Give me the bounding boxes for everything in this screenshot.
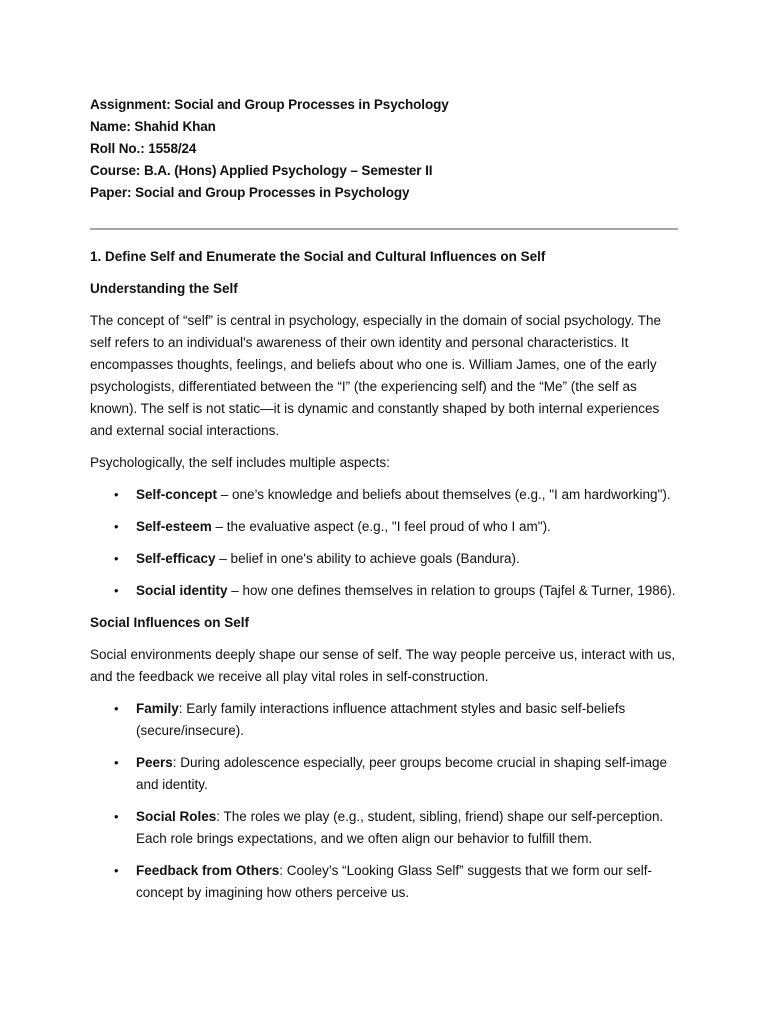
list-item-text: – belief in one's ability to achieve goals (Bandura).	[215, 551, 520, 566]
list-item	[90, 516, 678, 538]
list-item-term: Social Roles	[136, 809, 217, 824]
paragraph-social-environments: Social environments deeply shape our sense of self. The way people perceive us, interact with us, and the feedback we receive all play vital roles in self-construction.	[90, 647, 676, 684]
bullet-icon: •	[114, 583, 119, 598]
bullet-icon: •	[114, 863, 119, 878]
student-name: Name: Shahid Khan	[90, 119, 216, 134]
list-item-term: Family	[136, 701, 179, 716]
list-item-term: Self-esteem	[136, 519, 212, 534]
list-item-text: – the evaluative aspect (e.g., "I feel proud of who I am").	[211, 519, 551, 534]
horizontal-divider	[90, 228, 678, 230]
bullet-icon: •	[114, 701, 119, 716]
subheading-understanding-self: Understanding the Self	[90, 281, 238, 296]
course-info: Course: B.A. (Hons) Applied Psychology – Semester II	[90, 163, 433, 178]
paragraph-aspects-intro: Psychologically, the self includes multiple aspects:	[90, 455, 390, 470]
bullet-icon: •	[114, 487, 119, 502]
subheading-social-influences: Social Influences on Self	[90, 615, 250, 630]
list-item-term: Peers	[136, 755, 173, 770]
list-item	[90, 752, 678, 796]
list-item-term: Self-concept	[136, 487, 218, 502]
list-item-text: : During adolescence especially, peer groups become crucial in shaping self-image and identity.	[136, 755, 668, 792]
bullet-icon: •	[114, 519, 119, 534]
assignment-title: Assignment: Social and Group Processes in Psychology	[90, 97, 449, 112]
roll-number: Roll No.: 1558/24	[90, 141, 197, 156]
bullet-icon: •	[114, 755, 119, 770]
paragraph-self-concept: The concept of “self” is central in psychology, especially in the domain of social psychology. The self refers to an individual's awareness of their own identity and personal characteristics. It encompasses thoughts, feelings, and beliefs about who one is. William James, one of the early psychologists, differentiated between the “I” (the experiencing self) and the “Me” (the self as known). The self is not static—it is dynamic and constantly shaped by both internal experiences and external social interactions.	[90, 313, 662, 438]
list-item	[90, 860, 678, 904]
section-title: 1. Define Self and Enumerate the Social and Cultural Influences on Self	[90, 249, 546, 264]
bullet-icon: •	[114, 551, 119, 566]
aspects-list	[90, 484, 678, 602]
list-item-text: : Early family interactions influence attachment styles and basic self-beliefs (secure/insecure).	[136, 701, 626, 738]
bullet-icon: •	[114, 809, 119, 824]
influences-list	[90, 698, 678, 904]
paper-info: Paper: Social and Group Processes in Psychology	[90, 185, 410, 200]
list-item-text: : The roles we play (e.g., student, sibling, friend) shape our self-perception. Each role brings expectations, and we often align our behavior to fulfill them.	[136, 809, 664, 846]
list-item-term: Feedback from Others	[136, 863, 280, 878]
list-item-term: Social identity	[136, 583, 228, 598]
list-item-term: Self-efficacy	[136, 551, 216, 566]
list-item	[90, 548, 678, 570]
list-item	[90, 484, 678, 506]
list-item-text: : Cooley’s “Looking Glass Self” suggests that we form our self-concept by imagining how others perceive us.	[136, 863, 652, 900]
list-item-text: – one’s knowledge and beliefs about themselves (e.g., "I am hardworking").	[217, 487, 671, 502]
list-item	[90, 698, 678, 742]
list-item	[90, 806, 678, 850]
list-item	[90, 580, 678, 602]
list-item-text: – how one defines themselves in relation to groups (Tajfel & Turner, 1986).	[227, 583, 676, 598]
